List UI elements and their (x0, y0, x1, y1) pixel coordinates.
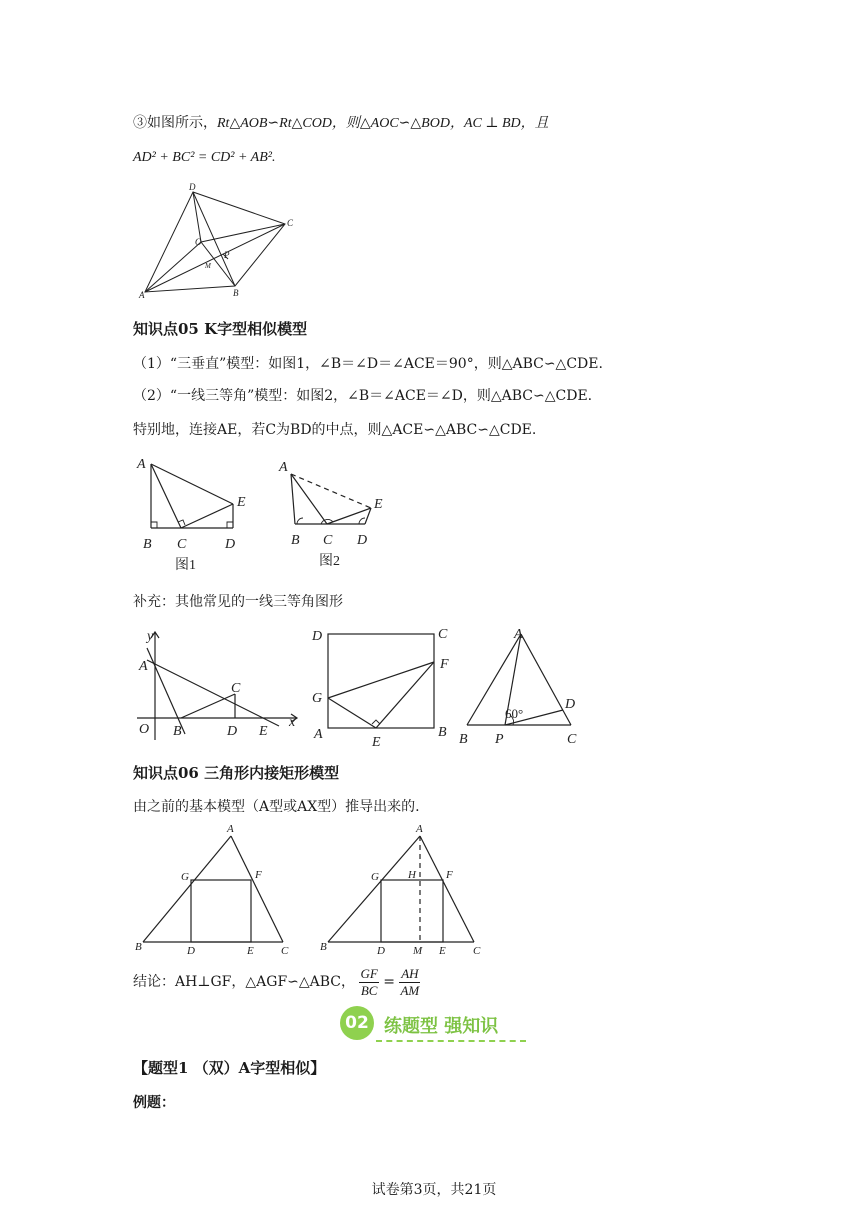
banner-underline (376, 1040, 526, 1042)
svg-text:E: E (372, 735, 381, 750)
svg-text:H: H (408, 869, 416, 881)
svg-text:图2: 图2 (319, 554, 340, 569)
svg-text:A: A (139, 290, 145, 300)
svg-text:B: B (173, 724, 182, 739)
conclusion: 结论：AH⊥GF，△AGF∽△ABC， $\frac{GF}{BC}$ = $\frac{AH}{AM}$ (133, 965, 420, 998)
svg-text:M: M (205, 262, 211, 270)
svg-text:P: P (224, 250, 230, 260)
svg-text:B: B (233, 288, 239, 298)
svg-text:E: E (237, 495, 246, 510)
svg-text:C: C (177, 537, 187, 552)
svg-text:C: C (323, 533, 333, 548)
svg-text:E: E (247, 945, 254, 957)
fraction-gf-bc: $\frac{GF}{BC}$ (360, 965, 378, 998)
svg-text:x: x (289, 715, 296, 730)
svg-text:G: G (371, 871, 379, 883)
svg-text:D: D (187, 945, 195, 957)
svg-text:M: M (413, 945, 423, 957)
section05-title: 知识点05 K字型相似模型 (133, 320, 308, 338)
fraction-ah-am: $\frac{AH}{AM}$ (400, 965, 420, 998)
segment-AC (145, 224, 285, 292)
page-footer: 试卷第3页，共21页 (371, 1182, 497, 1198)
segment-AO (145, 242, 201, 292)
svg-text:O: O (139, 722, 150, 737)
svg-text:A: A (314, 727, 323, 742)
svg-text:F: F (255, 869, 262, 881)
model3-line2: AD² + BC² = CD² + AB². (133, 150, 276, 165)
type1-title: 【题型1 （双）A字型相似】 (133, 1059, 326, 1077)
svg-text:F: F (446, 869, 453, 881)
svg-text:E: E (439, 945, 446, 957)
section06-intro: 由之前的基本模型（A型或AX型）推导出来的. (133, 799, 420, 815)
svg-text:G: G (181, 871, 189, 883)
section05-item3: 特别地，连接AE，若C为BD的中点，则△ACE∽△ABC∽△CDE. (133, 422, 537, 438)
example-label: 例题： (133, 1095, 175, 1111)
section-banner (340, 1006, 530, 1046)
model3-line1: ③如图所示，Rt△AOB∽Rt△COD，则△AOC∽△BOD，AC ⊥ BD，且 (133, 115, 549, 131)
figure-model3 (133, 180, 303, 302)
svg-text:B: B (459, 732, 468, 747)
svg-text:B: B (320, 941, 327, 953)
svg-text:C: C (567, 732, 577, 747)
banner-title: 练题型 强知识 (384, 1016, 499, 1037)
banner-number-badge: 02 (340, 1006, 374, 1040)
figure-5-triangle-60 (455, 622, 595, 750)
svg-text:C: C (438, 627, 448, 642)
svg-text:A: A (137, 457, 146, 472)
svg-text:C: C (473, 945, 481, 957)
figure-7-inscribed-rectangle-altitude (318, 820, 488, 960)
svg-text:y: y (147, 629, 154, 644)
svg-text:C: C (287, 218, 294, 228)
svg-text:D: D (312, 629, 323, 644)
svg-text:A: A (139, 659, 148, 674)
svg-text:A: A (279, 460, 288, 475)
svg-text:A: A (514, 627, 523, 642)
section05-item2: （2）“一线三等角”模型：如图2，∠B＝∠ACE＝∠D，则△ABC∽△CDE. (133, 388, 593, 404)
section05-item1: （1）“三垂直”模型：如图1，∠B＝∠D＝∠ACE＝90°，则△ABC∽△CDE. (133, 356, 603, 372)
svg-text:D: D (227, 724, 238, 739)
svg-text:E: E (374, 497, 383, 512)
svg-text:A: A (227, 823, 234, 835)
supplement-note: 补充：其他常见的一线三等角图形 (133, 594, 343, 610)
figure-1-three-perpendicular (133, 452, 263, 577)
svg-text:B: B (291, 533, 300, 548)
svg-text:G: G (312, 691, 323, 706)
svg-text:C: C (281, 945, 289, 957)
svg-text:D: D (225, 537, 236, 552)
svg-text:图1: 图1 (175, 558, 196, 573)
svg-text:D: D (565, 697, 576, 712)
svg-text:D: D (189, 182, 196, 192)
figure-4-square (310, 622, 460, 752)
segment-DO (193, 192, 201, 242)
svg-text:F: F (440, 657, 449, 672)
figure-6-inscribed-rectangle (133, 820, 303, 960)
section06-title: 知识点06 三角形内接矩形模型 (133, 764, 340, 782)
svg-text:A: A (416, 823, 423, 835)
svg-text:O: O (195, 237, 202, 247)
svg-text:D: D (357, 533, 368, 548)
svg-text:B: B (135, 941, 142, 953)
svg-text:60°: 60° (505, 706, 524, 721)
figure-2-one-line-three-angles (275, 452, 405, 577)
svg-text:B: B (438, 725, 447, 740)
svg-text:E: E (259, 724, 268, 739)
svg-text:B: B (143, 537, 152, 552)
svg-text:D: D (377, 945, 385, 957)
svg-text:C: C (231, 681, 241, 696)
figure-3-coordinate (133, 622, 303, 750)
svg-text:P: P (495, 732, 504, 747)
